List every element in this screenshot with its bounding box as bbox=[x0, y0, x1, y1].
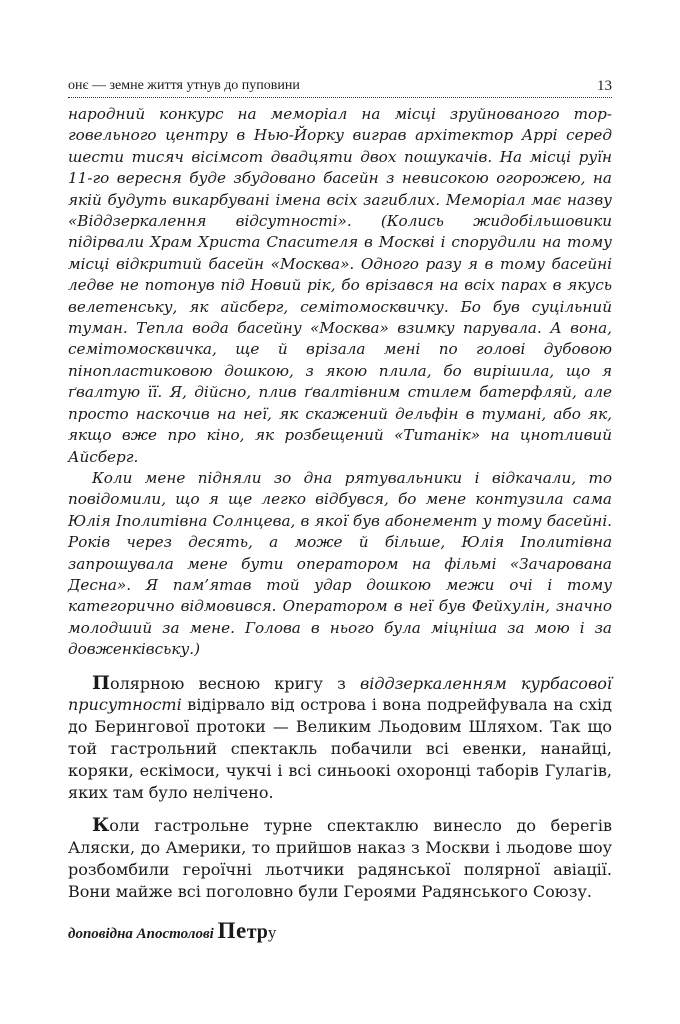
paragraph-alaska-tour bbox=[68, 815, 612, 902]
paragraph-text: олярною весною кригу з bbox=[109, 673, 360, 693]
italic-phrase: віддзеркаленням курбасової присутності bbox=[68, 673, 613, 715]
dropcap: П bbox=[92, 671, 110, 694]
dropcap: К bbox=[92, 814, 110, 837]
book-page bbox=[68, 78, 612, 903]
paragraph-text: оли гастрольне турне спектаклю винесло до берегів Аляски, до Америки, то прийшов наказ з Москви і льодове шоу розбомбили героїчні льотчики радянської полярної авіації. Вони майже всі поголовно були Героями Радянського Союзу. bbox=[68, 816, 612, 901]
running-header bbox=[68, 78, 612, 98]
italic-paragraph-2: Коли мене підняли зо дна рятувальники і відкачали, то повідомили, що я ще легко відбувся, бо мене контузила сама Юлія Іполитівна Солнцева, в якої був абонемент у тому басейні. Років через десять, а може й більше, Юлія Іполитівна запрошувала мене бути оператором на фільмі «Зачарована Десна». Я пам’ятав той удар дошкою межи очі і тому категорично відмовився. Оператором в неї був Фейхулін, значно молодший за мене. Голова в нього була міцніша за мою і за довженківську.) bbox=[68, 468, 612, 659]
footer-book-title bbox=[68, 918, 276, 944]
paragraph-text: відірвало від острова і вона подрейфувала на схід до Берингової протоки — Великим Льодовим Шляхом. Так що той гастрольний спектакль побачили всі евенки, нанайці, коряки, ескімоси, чукчі і всі синьоокі охоронці таборів Гулагів, яких там було нелічено. bbox=[68, 695, 612, 802]
body-text bbox=[68, 104, 612, 903]
footer-title-italic: доповідна Апостолові bbox=[68, 926, 218, 942]
running-title: онє — земне життя утнув до пуповини bbox=[68, 78, 300, 93]
footer-title-small: у bbox=[267, 923, 277, 942]
italic-block bbox=[68, 104, 612, 661]
footer-title-large: Пе bbox=[217, 918, 247, 943]
page-number: 13 bbox=[597, 78, 612, 94]
footer-title-medium: тр bbox=[246, 921, 268, 943]
paragraph-polar-spring bbox=[68, 673, 612, 804]
italic-paragraph-1: народний конкурс на меморіал на місці зруйнованого торговельного центру в Нью-Йорку виграв архітектор Аррі серед шести тисяч вісімсот двадцяти двох пошукачів. На місці руїн 11-го вересня буде збудовано басейн з невисокою огорожею, на якій будуть викарбувані імена всіх загиблих. Меморіал має назву «Віддзеркалення відсутності». (Колись жидобільшовики підірвали Храм Христа Спасителя в Москві і спорудили на тому місці відкритий басейн «Москва». Одного разу я в тому басейні ледве не потонув під Новий рік, бо врізався на всіх парах в якусь велетенську, як айсберг, семітомосквичку. Бо був суцільний туман. Тепла вода басейну «Москва» взимку парувала. А вона, семітомосквичка, ще й врізала мені по голові дубовою пінопластиковою дошкою, з якою плила, бо вирішила, що я ґвалтую її. Я, дійсно, плив ґвалтівним стилем батерфляй, але просто наскочив на неї, як скажений дельфін в тумані, або як, якщо вже про кіно, як розбещений «Титанік» на цнотливий Айсберг. bbox=[68, 105, 612, 466]
